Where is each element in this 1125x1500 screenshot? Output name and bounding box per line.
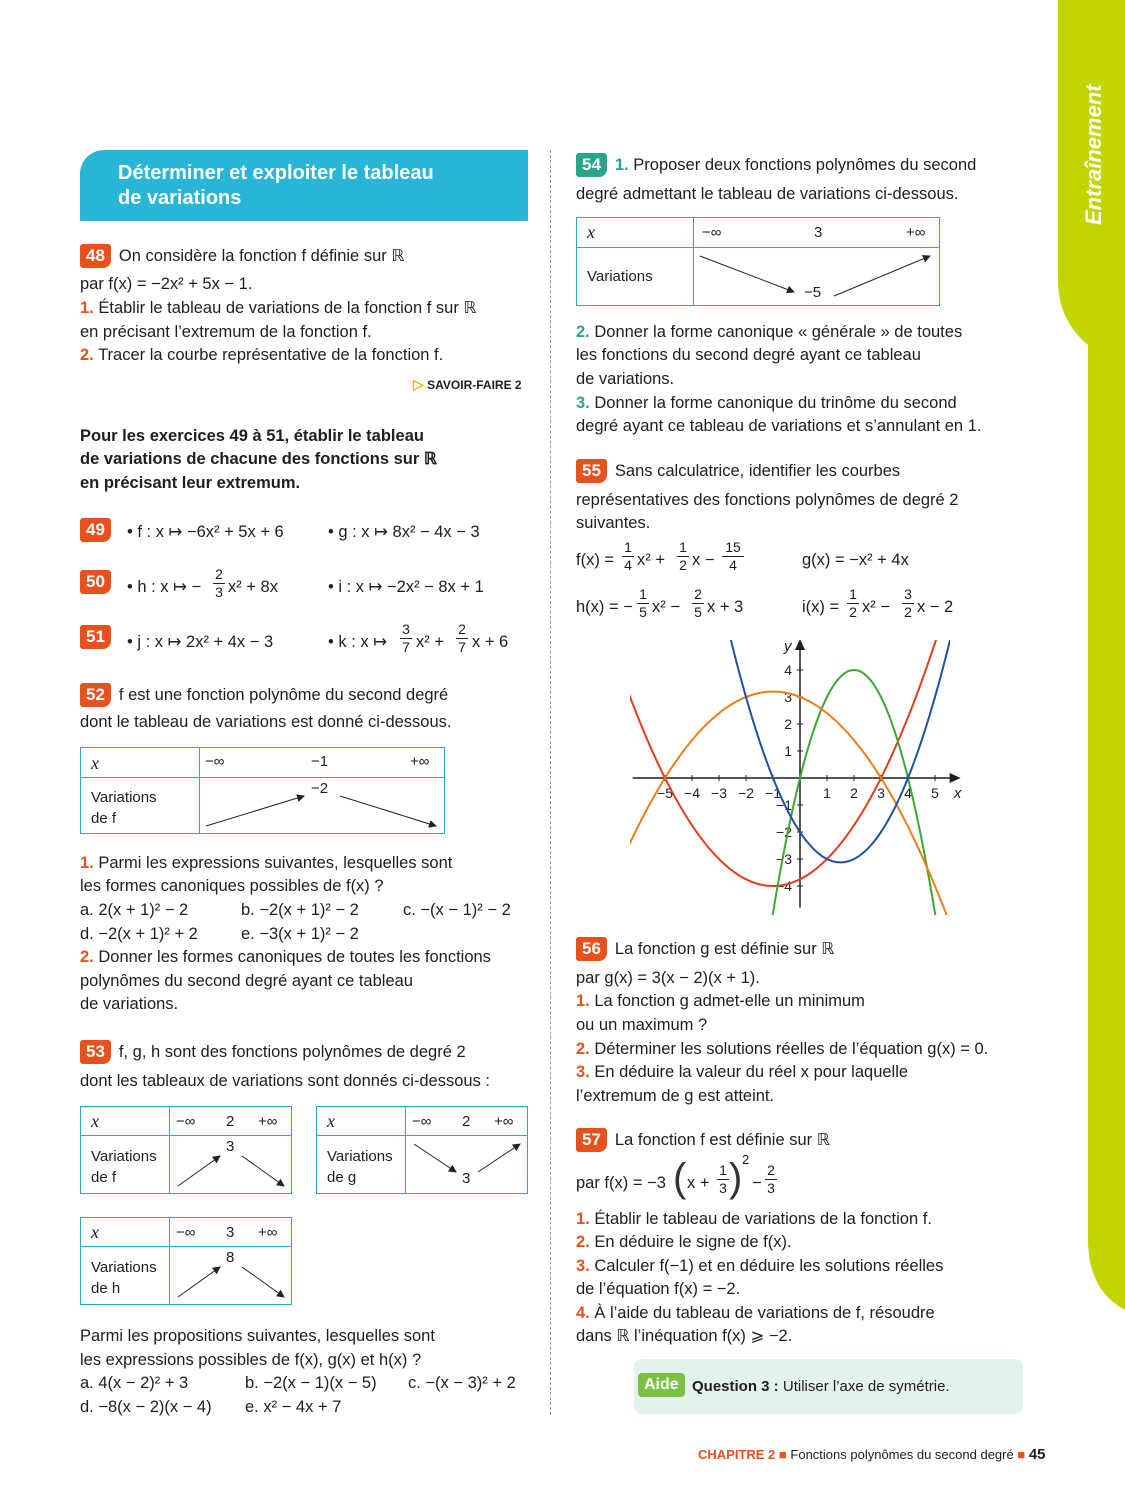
x-label xyxy=(587,222,595,243)
text: x² − xyxy=(862,598,890,616)
exercise-51 xyxy=(80,625,119,649)
table-cell xyxy=(694,248,940,306)
variation-arrows xyxy=(406,1136,527,1194)
fraction xyxy=(717,1162,729,1197)
question-4 xyxy=(576,1302,935,1325)
question-number: 2. xyxy=(576,1233,590,1251)
vertex-x: 2 xyxy=(462,1113,471,1130)
fraction xyxy=(456,621,468,656)
question-number: 2. xyxy=(576,1040,590,1058)
question-number: 2. xyxy=(80,948,94,966)
function-h xyxy=(127,576,201,599)
function-g: • g : x ↦ 8x² − 4x − 3 xyxy=(328,523,480,541)
text: dans ℝ l’inéquation f(x) ⩾ −2. xyxy=(576,1327,793,1345)
numerator: 1 xyxy=(717,1162,729,1180)
question-number: 3. xyxy=(576,1257,590,1275)
variations-label xyxy=(327,1146,393,1188)
exercise-number: 57 xyxy=(576,1128,607,1152)
exercise-49 xyxy=(80,518,119,542)
text: En déduire la valeur du réel x pour laquelle xyxy=(594,1063,909,1081)
denominator: 3 xyxy=(767,1180,775,1196)
exercise-number: 53 xyxy=(80,1040,111,1064)
plus-infinity: +∞ xyxy=(258,1113,278,1130)
vertex-x: −1 xyxy=(311,753,329,770)
numerator: 2 xyxy=(692,586,704,604)
denominator: 7 xyxy=(402,639,410,655)
exercise-number: 54 xyxy=(576,153,607,177)
function-i: • i : x ↦ −2x² − 8x + 1 xyxy=(328,578,484,596)
x-label xyxy=(327,1111,335,1132)
numerator: 1 xyxy=(622,539,634,557)
numerator: 3 xyxy=(902,586,914,604)
variations-label xyxy=(91,1146,157,1188)
x-tick-label: 5 xyxy=(931,785,939,801)
text: x + xyxy=(687,1174,710,1192)
option-a: a. 4(x − 2)² + 3 xyxy=(80,1374,189,1392)
question-number: 1. xyxy=(80,299,94,317)
formula-f: par f(x) = −3 xyxy=(576,1174,666,1192)
question-1 xyxy=(576,990,865,1013)
footer xyxy=(698,1443,1046,1466)
plus-infinity: +∞ xyxy=(410,753,430,770)
fraction xyxy=(213,566,225,601)
text: Question 3 : xyxy=(692,1378,779,1395)
question-number: 3. xyxy=(576,1063,590,1081)
table-cell xyxy=(200,748,445,778)
denominator: 7 xyxy=(458,639,466,655)
variation-arrows xyxy=(170,1247,291,1305)
text: x xyxy=(587,222,595,242)
variations-label xyxy=(91,787,157,829)
text: Donner les formes canoniques de toutes les fonctions xyxy=(98,948,491,966)
denominator: 5 xyxy=(639,604,647,620)
square-icon: ■ xyxy=(778,1447,787,1462)
text: Établir le tableau de variations de la fonction f sur ℝ xyxy=(98,299,477,317)
exercise-56 xyxy=(576,937,834,961)
text: Utiliser l’axe de symétrie. xyxy=(782,1378,950,1395)
question-number: 2. xyxy=(80,346,94,364)
side-tab-label: Entraînement xyxy=(1081,84,1106,225)
text: Tracer la courbe représentative de la fonction f. xyxy=(98,346,444,364)
fraction xyxy=(692,586,704,621)
function-f: • f : x ↦ −6x² + 5x + 6 xyxy=(127,523,284,541)
numerator: 15 xyxy=(722,539,744,557)
y-tick-label: −3 xyxy=(776,851,792,867)
variation-table-54 xyxy=(576,217,940,306)
question-3 xyxy=(576,392,957,415)
y-tick-label: 2 xyxy=(784,716,792,732)
text: Proposer deux fonctions polynômes du second xyxy=(633,156,977,174)
table-cell xyxy=(317,1107,406,1136)
text: Variations xyxy=(327,1148,393,1165)
variation-table-g xyxy=(316,1106,528,1194)
text: − xyxy=(752,1174,762,1192)
text: Variations xyxy=(91,789,157,806)
numerator: 3 xyxy=(400,621,412,639)
text: Variations xyxy=(91,1259,157,1276)
y-tick-label: 4 xyxy=(784,662,792,678)
table-cell xyxy=(170,1218,292,1247)
y-tick-label: 3 xyxy=(784,689,792,705)
x-axis-label: x xyxy=(953,785,962,802)
denominator: 2 xyxy=(904,604,912,620)
option-b: b. −2(x + 1)² − 2 xyxy=(241,901,359,919)
table-cell xyxy=(81,748,200,778)
link-label: SAVOIR-FAIRE 2 xyxy=(427,378,522,392)
text: de g xyxy=(327,1169,357,1186)
footer-chapter: CHAPITRE 2 xyxy=(698,1447,776,1462)
table-cell xyxy=(170,1136,292,1194)
exercise-number: 48 xyxy=(80,244,111,268)
text: de h xyxy=(91,1280,121,1297)
fraction xyxy=(902,586,914,621)
variation-arrows xyxy=(200,778,444,834)
text: Variations xyxy=(91,1148,157,1165)
x-tick-label: −2 xyxy=(738,785,754,801)
denominator: 3 xyxy=(215,584,223,600)
text: x² + 8x xyxy=(228,578,278,596)
question-number: 1. xyxy=(614,156,629,174)
text: polynômes du second degré ayant ce tableau xyxy=(80,972,413,990)
text: x xyxy=(327,1111,335,1131)
table-cell xyxy=(170,1107,292,1136)
x-axis-arrow xyxy=(950,773,961,783)
text: les expressions possibles de f(x), g(x) et h(x) ? xyxy=(80,1351,422,1369)
option-a: a. 2(x + 1)² − 2 xyxy=(80,901,189,919)
variations-label: Variations xyxy=(587,268,653,285)
fraction xyxy=(622,539,634,574)
denominator: 4 xyxy=(624,557,632,573)
text: Déterminer les solutions réelles de l’équation g(x) = 0. xyxy=(594,1040,989,1058)
y-axis-arrow xyxy=(795,640,805,650)
table-cell xyxy=(81,1247,170,1305)
text: La fonction g admet-elle un minimum xyxy=(594,992,865,1010)
x-label xyxy=(91,1222,99,1243)
exercise-number: 52 xyxy=(80,683,111,707)
question-number: 4. xyxy=(576,1304,590,1322)
curve-i xyxy=(726,640,956,862)
variation-arrows xyxy=(170,1136,291,1194)
variations-label xyxy=(91,1257,157,1299)
numerator: 2 xyxy=(213,566,225,584)
y-tick-label: −1 xyxy=(776,797,792,813)
text: Parmi les expressions suivantes, lesquelles sont xyxy=(98,854,453,872)
formula-h: h(x) = − xyxy=(576,598,633,616)
exercise-number: 50 xyxy=(80,570,111,594)
question-2 xyxy=(576,1038,988,1061)
question-number: 1. xyxy=(576,1210,590,1228)
parabola-graph xyxy=(630,640,965,915)
denominator: 2 xyxy=(679,557,687,573)
table-cell xyxy=(81,1107,170,1136)
text: x² + xyxy=(416,633,444,651)
exercise-53 xyxy=(80,1040,466,1064)
table-cell xyxy=(577,218,694,248)
text: par g(x) = 3(x − 2)(x + 1). xyxy=(576,969,760,987)
fraction xyxy=(677,539,689,574)
table-cell xyxy=(317,1136,406,1194)
text: représentatives des fonctions polynômes de degré 2 xyxy=(576,491,959,509)
function-j: • j : x ↦ 2x² + 4x − 3 xyxy=(127,633,274,651)
text: dont les tableaux de variations sont donnés ci-dessous : xyxy=(80,1072,491,1090)
formula-f: f(x) = xyxy=(576,551,615,569)
table-cell xyxy=(200,778,445,834)
exercise-number: 56 xyxy=(576,937,607,961)
x-tick-label: 1 xyxy=(823,785,831,801)
extremum-value: 3 xyxy=(226,1138,235,1155)
extremum-value: 3 xyxy=(462,1170,471,1187)
exercise-number: 51 xyxy=(80,625,111,649)
y-tick-label: 1 xyxy=(784,743,792,759)
column-divider xyxy=(550,150,551,1415)
text: En déduire le signe de f(x). xyxy=(594,1233,792,1251)
x-tick-label: −1 xyxy=(765,785,781,801)
hint-box xyxy=(634,1359,1023,1414)
denominator: 4 xyxy=(729,557,737,573)
extremum-value: 8 xyxy=(226,1249,235,1266)
question-3 xyxy=(576,1061,908,1084)
denominator: 3 xyxy=(719,1180,727,1196)
extremum-value: −5 xyxy=(804,284,822,301)
text: Calculer f(−1) et en déduire les solutions réelles xyxy=(594,1257,944,1275)
numerator: 2 xyxy=(765,1162,777,1180)
fraction xyxy=(765,1162,777,1197)
numerator: 2 xyxy=(456,621,468,639)
question-number: 1. xyxy=(576,992,590,1010)
numerator: 1 xyxy=(847,586,859,604)
x-tick-label: 3 xyxy=(877,785,885,801)
hint-text xyxy=(692,1375,950,1398)
denominator: 2 xyxy=(849,604,857,620)
minus-infinity: −∞ xyxy=(176,1224,196,1241)
text: l’extremum de g est atteint. xyxy=(576,1087,775,1105)
square-icon: ■ xyxy=(1017,1447,1026,1462)
page-number: 45 xyxy=(1028,1446,1046,1463)
vertex-x: 3 xyxy=(814,224,823,241)
text: de variations. xyxy=(576,370,675,388)
right-paren: ) xyxy=(729,1156,743,1200)
plus-infinity: +∞ xyxy=(906,224,926,241)
text: de variations. xyxy=(80,995,179,1013)
play-icon: ▷ xyxy=(413,376,424,392)
table-cell xyxy=(694,218,940,248)
minus-infinity: −∞ xyxy=(176,1113,196,1130)
exponent: 2 xyxy=(742,1152,750,1167)
question-1 xyxy=(80,852,452,875)
plus-infinity: +∞ xyxy=(258,1224,278,1241)
vertex-x: 3 xyxy=(226,1224,235,1241)
text: de f xyxy=(91,1169,117,1186)
savoir-faire-link[interactable] xyxy=(413,373,522,397)
option-d: d. −8(x − 2)(x − 4) xyxy=(80,1398,212,1416)
option-b: b. −2(x − 1)(x − 5) xyxy=(245,1374,377,1392)
exercise-50 xyxy=(80,570,119,594)
exercise-57 xyxy=(576,1128,830,1152)
x-label xyxy=(91,753,99,774)
option-e: e. x² − 4x + 7 xyxy=(245,1398,342,1416)
variation-arrows xyxy=(694,248,939,306)
text: x xyxy=(91,1111,99,1131)
text: Donner la forme canonique « générale » de toutes xyxy=(594,323,963,341)
exercise-number: 55 xyxy=(576,459,607,483)
y-tick-label: −4 xyxy=(776,878,792,894)
exercise-54 xyxy=(576,153,976,177)
formula-i: i(x) = xyxy=(802,598,840,616)
table-cell xyxy=(81,778,200,834)
formula-g: g(x) = −x² + 4x xyxy=(802,551,909,569)
x-tick-label: −4 xyxy=(684,785,700,801)
x-label xyxy=(91,1111,99,1132)
text: f, g, h sont des fonctions polynômes de degré 2 xyxy=(118,1043,466,1061)
question-3 xyxy=(576,1255,943,1278)
question-number: 2. xyxy=(576,323,590,341)
function-k: • k : x ↦ xyxy=(328,633,388,651)
text: dont le tableau de variations est donné ci-dessous. xyxy=(80,713,452,731)
text: x² − xyxy=(652,598,680,616)
question-number: 1. xyxy=(80,854,94,872)
question-2 xyxy=(80,946,491,969)
fraction xyxy=(400,621,412,656)
exercise-55 xyxy=(576,459,900,483)
table-cell xyxy=(81,1218,170,1247)
fraction xyxy=(637,586,649,621)
text: degré admettant le tableau de variations ci-dessous. xyxy=(576,185,959,203)
hint-tag: Aide xyxy=(638,1373,685,1397)
text: Parmi les propositions suivantes, lesquelles sont xyxy=(80,1327,435,1345)
numerator: 1 xyxy=(637,586,649,604)
denominator: 5 xyxy=(694,604,702,620)
y-tick-label: −2 xyxy=(776,824,792,840)
text: degré ayant ce tableau de variations et s’annulant en 1. xyxy=(576,417,982,435)
table-cell xyxy=(170,1247,292,1305)
intro-line-3: en précisant leur extremum. xyxy=(80,474,301,492)
intro-line-2: de variations de chacune des fonctions sur ℝ xyxy=(80,450,437,468)
fraction xyxy=(722,539,744,574)
text: x xyxy=(91,1222,99,1242)
y-axis-label: y xyxy=(784,640,792,656)
x-tick-label: 4 xyxy=(904,785,912,801)
text: en précisant l’extremum de la fonction f. xyxy=(80,323,372,341)
question-2 xyxy=(576,1231,792,1254)
option-c: c. −(x − 1)² − 2 xyxy=(403,901,511,919)
minus-infinity: −∞ xyxy=(412,1113,432,1130)
footer-title: Fonctions polynômes du second degré xyxy=(790,1447,1014,1462)
exercise-number: 49 xyxy=(80,518,111,542)
text: Sans calculatrice, identifier les courbes xyxy=(614,462,901,480)
question-1 xyxy=(576,1208,932,1231)
left-paren: ( xyxy=(673,1156,687,1200)
table-cell xyxy=(577,248,694,306)
extremum-value: −2 xyxy=(311,780,329,797)
text: les fonctions du second degré ayant ce tableau xyxy=(576,346,921,364)
text: La fonction g est définie sur ℝ xyxy=(614,940,835,958)
variation-table-f xyxy=(80,1106,292,1194)
header-title-1: Déterminer et exploiter le tableau xyxy=(118,162,434,184)
table-cell xyxy=(81,1136,170,1194)
option-e: e. −3(x + 1)² − 2 xyxy=(241,925,359,943)
text: de f xyxy=(91,810,117,827)
exercise-52 xyxy=(80,683,448,707)
option-c: c. −(x − 3)² + 2 xyxy=(408,1374,516,1392)
text: Donner la forme canonique du trinôme du second xyxy=(594,394,957,412)
text: ou un maximum ? xyxy=(576,1016,708,1034)
text: x − 2 xyxy=(917,598,954,616)
table-cell xyxy=(406,1136,528,1194)
plus-infinity: +∞ xyxy=(494,1113,514,1130)
text: La fonction f est définie sur ℝ xyxy=(614,1131,830,1149)
text: de l’équation f(x) = −2. xyxy=(576,1280,741,1298)
vertex-x: 2 xyxy=(226,1113,235,1130)
text: x + 6 xyxy=(472,633,509,651)
text: Établir le tableau de variations de la fonction f. xyxy=(594,1210,932,1228)
text: suivantes. xyxy=(576,514,651,532)
text: les formes canoniques possibles de f(x) ? xyxy=(80,877,384,895)
x-tick-label: 2 xyxy=(850,785,858,801)
table-cell xyxy=(406,1107,528,1136)
text: À l’aide du tableau de variations de f, résoudre xyxy=(594,1304,935,1322)
text: x² + xyxy=(637,551,665,569)
header-title-2: de variations xyxy=(118,187,242,209)
x-tick-label: −3 xyxy=(711,785,727,801)
x-tick-label: −5 xyxy=(657,785,673,801)
variation-table-52 xyxy=(80,747,445,834)
text: On considère la fonction f définie sur ℝ xyxy=(118,247,405,265)
fraction xyxy=(847,586,859,621)
section-header xyxy=(80,150,528,221)
minus-infinity: −∞ xyxy=(702,224,722,241)
text: x − xyxy=(692,551,715,569)
text: f est une fonction polynôme du second degré xyxy=(118,686,449,704)
text: par f(x) = −2x² + 5x − 1. xyxy=(80,275,253,293)
intro-line-1: Pour les exercices 49 à 51, établir le tableau xyxy=(80,427,424,445)
variation-table-h xyxy=(80,1217,292,1305)
question-2 xyxy=(576,321,962,344)
text: • h : x ↦ − xyxy=(127,578,202,596)
option-d: d. −2(x + 1)² + 2 xyxy=(80,925,198,943)
minus-infinity: −∞ xyxy=(205,753,225,770)
text: x xyxy=(91,753,99,773)
numerator: 1 xyxy=(677,539,689,557)
text: x + 3 xyxy=(707,598,744,616)
question-number: 3. xyxy=(576,394,590,412)
